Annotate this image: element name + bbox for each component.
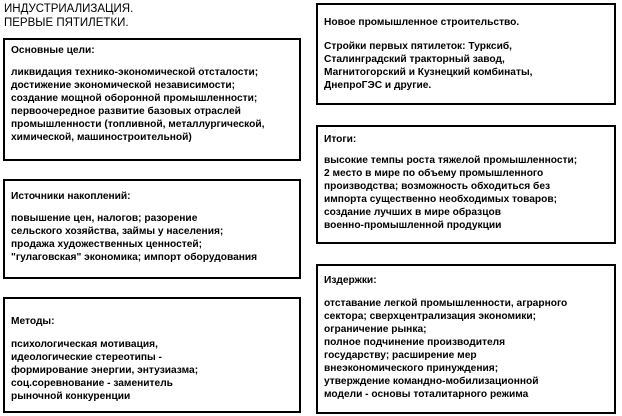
goals-line: первоочередное развитие базовых отраслей xyxy=(11,106,241,117)
sources-line: повышение цен, налогов; разорение xyxy=(11,213,198,224)
sources-line: сельского хозяйства, займы у населения; xyxy=(11,226,224,237)
results-box xyxy=(316,125,616,244)
diagram-title xyxy=(4,2,133,30)
results-line: военно-промышленной продукции xyxy=(324,220,502,231)
methods-line: рыночной конкуренции xyxy=(11,391,131,402)
new-construction-line: Стройки первых пятилеток: Турксиб, xyxy=(324,41,512,52)
costs-line: отставание легкой промышленности, аграрного xyxy=(324,298,568,309)
sources-box xyxy=(3,179,301,279)
goals-heading: Основные цели: xyxy=(11,45,95,56)
sources-line: "гулаговская" экономика; импорт оборудования xyxy=(11,252,258,263)
costs-line: внеэкономического принуждения; xyxy=(324,363,499,374)
results-heading: Итоги: xyxy=(324,134,357,145)
goals-line: ликвидация технико-экономической отсталости; xyxy=(11,67,259,78)
goals-body xyxy=(11,66,293,144)
sources-body xyxy=(11,212,293,264)
costs-line: утверждение командно-мобилизационной xyxy=(324,376,539,387)
new-construction-heading: Новое промышленное строительство. xyxy=(324,17,520,28)
costs-line: модели - основы тоталитарного режима xyxy=(324,389,529,400)
goals-line: промышленности (топливной, металлургической, xyxy=(11,119,265,130)
costs-line: государству; расширение мер xyxy=(324,350,477,361)
goals-line: химической, машиностроительной) xyxy=(11,132,192,143)
costs-box xyxy=(316,264,616,414)
methods-line: идеологические стереотипы - xyxy=(11,352,162,363)
results-body xyxy=(324,154,608,232)
methods-line: психологическая мотивация, xyxy=(11,339,158,350)
costs-body xyxy=(324,297,608,401)
methods-line: соц.соревнование - заменитель xyxy=(11,378,173,389)
results-line: 2 место в мире по объему промышленного xyxy=(324,168,544,179)
goals-line: создание мощной оборонной промышленности; xyxy=(11,93,258,104)
results-line: высокие темпы роста тяжелой промышленности; xyxy=(324,155,578,166)
sources-heading: Источники накоплений: xyxy=(11,191,131,202)
new-construction-line: Сталинградский тракторный завод, xyxy=(324,54,505,65)
methods-line: формирование энергии, энтузиазма; xyxy=(11,365,199,376)
new-construction-line: Магнитогорский и Кузнецкий комбинаты, xyxy=(324,67,533,78)
costs-line: ограничение рынка; xyxy=(324,324,427,335)
goals-box xyxy=(3,38,301,161)
results-line: импорта существенно необходимых товаров; xyxy=(324,194,558,205)
results-line: производства; возможность обходиться без xyxy=(324,181,551,192)
costs-line: полное подчинение производителя xyxy=(324,337,506,348)
sources-line: продажа художественных ценностей; xyxy=(11,239,203,250)
results-line: создание лучших в мире образцов xyxy=(324,207,501,218)
diagram-title-line-2: ПЕРВЫЕ ПЯТИЛЕТКИ. xyxy=(4,17,129,29)
costs-line: сектора; сверхцентрализация экономики; xyxy=(324,311,537,322)
methods-heading: Методы: xyxy=(11,316,55,327)
goals-line: достижение экономической независимости; xyxy=(11,80,236,91)
diagram-title-line-1: ИНДУСТРИАЛИЗАЦИЯ. xyxy=(4,3,134,15)
methods-box xyxy=(3,297,301,413)
costs-heading: Издержки: xyxy=(324,275,377,286)
new-construction-box xyxy=(316,3,616,105)
new-construction-line: ДнепроГЭС и другие. xyxy=(324,80,432,91)
new-construction-body xyxy=(324,40,608,92)
methods-body xyxy=(11,338,293,403)
